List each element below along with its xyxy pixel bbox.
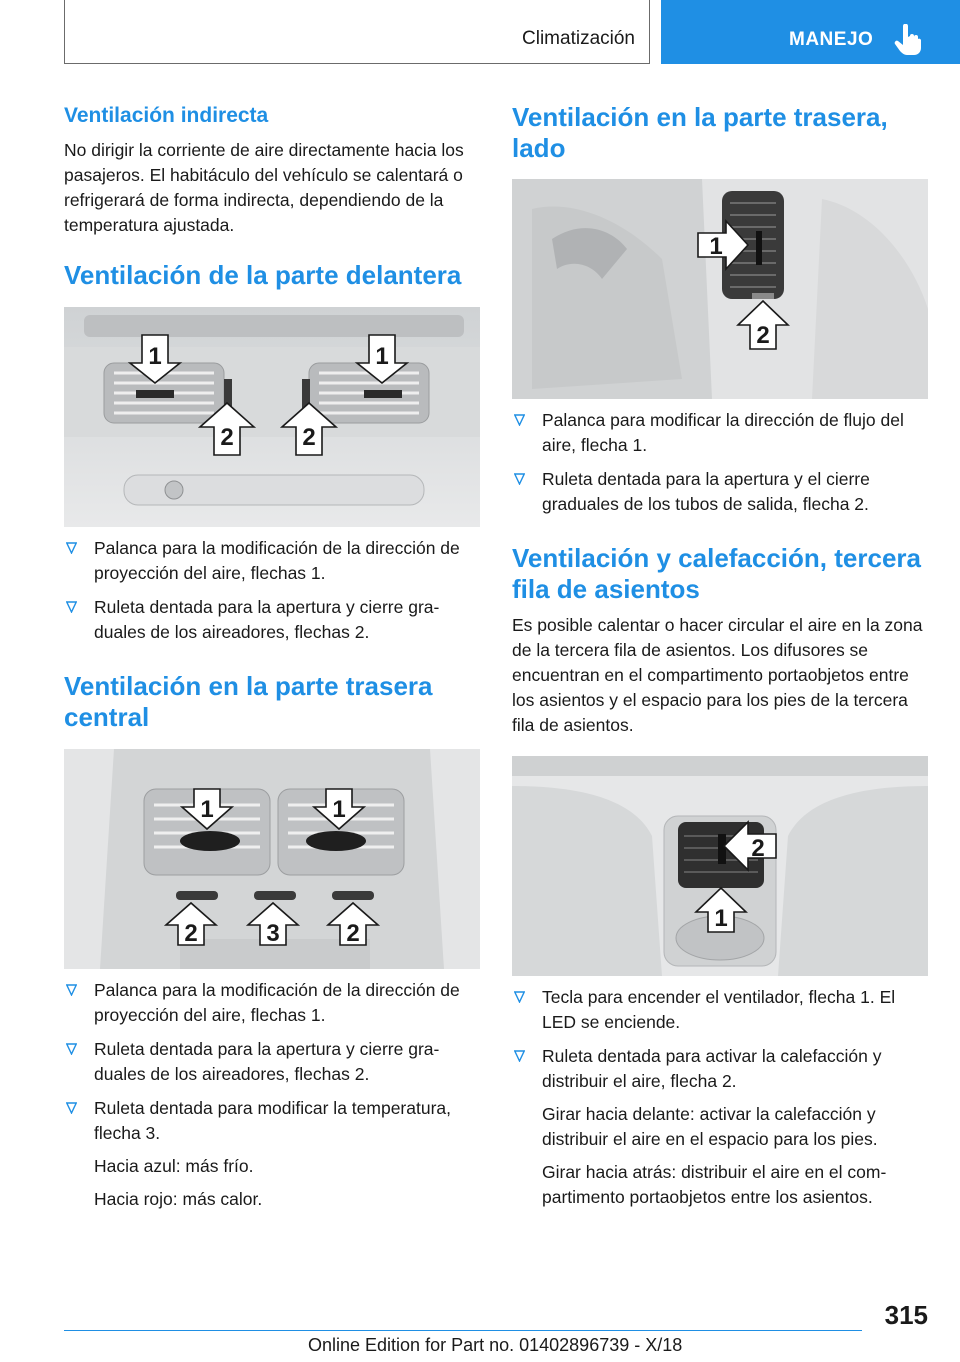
list-item-text: Palanca para la modificación de la dirección de proyección del aire, flechas 1. — [94, 538, 460, 583]
list-item — [64, 536, 480, 586]
rear-center-vents-figure — [64, 749, 480, 969]
list-item — [64, 595, 480, 645]
rear-side-vent-figure — [512, 179, 928, 399]
triangle-bullet-icon — [514, 1050, 525, 1062]
header-section-title: Climatización — [522, 28, 635, 49]
triangle-bullet-icon — [514, 473, 525, 485]
triangle-bullet-icon — [66, 601, 77, 613]
list-item — [64, 978, 480, 1028]
third-row-vent-list — [512, 985, 928, 1210]
header-section-box — [64, 0, 650, 64]
header-chapter-label: MANEJO — [789, 29, 874, 50]
list-item-text: Tecla para encender el ventilador, flecha 1. El LED se enciende. — [542, 987, 896, 1032]
section-title-rear-center: Ventilación en la parte trasera central — [64, 671, 433, 732]
callout-1: 1 — [709, 233, 723, 260]
callout-1b: 1 — [375, 343, 389, 370]
front-vents-figure — [64, 307, 480, 527]
footer-divider — [64, 1330, 862, 1331]
triangle-bullet-icon — [66, 1102, 77, 1114]
callout-2: 2 — [751, 835, 765, 862]
callout-3: 3 — [266, 920, 280, 947]
section-title-front: Ventilación de la parte delantera — [64, 260, 462, 290]
list-item-note: Girar hacia atrás: distribuir el aire en el compartimento portaobjetos entre los asientos. — [542, 1162, 887, 1207]
triangle-bullet-icon — [66, 984, 77, 996]
front-vents-list — [64, 536, 480, 645]
third-row-body: Es posible calentar o hacer circular el aire en la zona de la tercera fila de asientos. Los difusores se encuentran en el compartimento portaobjetos entre los asientos y el espacio para los pies de la tercera fila de asientos. — [512, 615, 923, 735]
footer-edition: Online Edition for Part no. 01402896739 - X/18 — [308, 1335, 683, 1355]
right-column — [512, 102, 928, 1210]
callout-2a: 2 — [220, 424, 234, 451]
callout-1: 1 — [714, 905, 728, 932]
rear-center-vents-list — [64, 978, 480, 1212]
section-title-third-row: Ventilación y calefacción, tercera fila de asientos — [512, 543, 921, 604]
list-item-note: Girar hacia delante: activar la calefacción y distribuir el aire en el espacio para los pies. — [542, 1104, 878, 1149]
list-item-text: Ruleta dentada para la apertura y el cierre graduales de los tubos de salida, flecha 2. — [542, 469, 870, 514]
triangle-bullet-icon — [66, 1043, 77, 1055]
list-item — [512, 408, 928, 458]
page-number: 315 — [884, 1300, 928, 1330]
list-item-text: Ruleta dentada para modificar la temperatura, flecha 3. — [94, 1098, 452, 1143]
rear-side-vent-list — [512, 408, 928, 517]
callout-1a: 1 — [200, 796, 214, 823]
callout-2b: 2 — [302, 424, 316, 451]
third-row-vent-figure — [512, 756, 928, 976]
list-item-text: Ruleta dentada para activar la calefacción y distribuir el aire, flecha 2. — [542, 1046, 882, 1091]
callout-2: 2 — [756, 322, 770, 349]
triangle-bullet-icon — [66, 542, 77, 554]
list-item-note: Hacia azul: más frío. — [94, 1156, 254, 1176]
list-item-text: Palanca para la modificación de la dirección de proyección del aire, flechas 1. — [94, 980, 460, 1025]
callout-2b: 2 — [346, 920, 360, 947]
header-chapter-tab[interactable] — [661, 0, 960, 64]
callout-1b: 1 — [332, 796, 346, 823]
list-item — [64, 1037, 480, 1087]
list-item-note: Hacia rojo: más calor. — [94, 1189, 263, 1209]
list-item — [512, 467, 928, 517]
section-title-rear-side: Ventilación en la parte trasera, lado — [512, 102, 888, 163]
list-item — [512, 985, 928, 1035]
callout-1a: 1 — [148, 343, 162, 370]
triangle-bullet-icon — [514, 991, 525, 1003]
callout-2a: 2 — [184, 920, 198, 947]
indirect-body: No dirigir la corriente de aire directamente hacia los pasajeros. El habitáculo del vehículo se calentará o refrigerará de forma indirecta, dependiendo de la temperatura ajustada. — [64, 140, 464, 235]
list-item-text: Ruleta dentada para la apertura y cierre graduales de los aireadores, flechas 2. — [94, 597, 440, 642]
triangle-bullet-icon — [514, 414, 525, 426]
list-item — [64, 1096, 480, 1212]
list-item-text: Palanca para modificar la dirección de flujo del aire, flecha 1. — [542, 410, 904, 455]
left-column — [64, 102, 480, 1212]
hand-pointer-icon — [894, 24, 922, 56]
section-title-indirect: Ventilación indirecta — [64, 104, 269, 127]
list-item-text: Ruleta dentada para la apertura y cierre graduales de los aireadores, flechas 2. — [94, 1039, 440, 1084]
list-item — [512, 1044, 928, 1210]
